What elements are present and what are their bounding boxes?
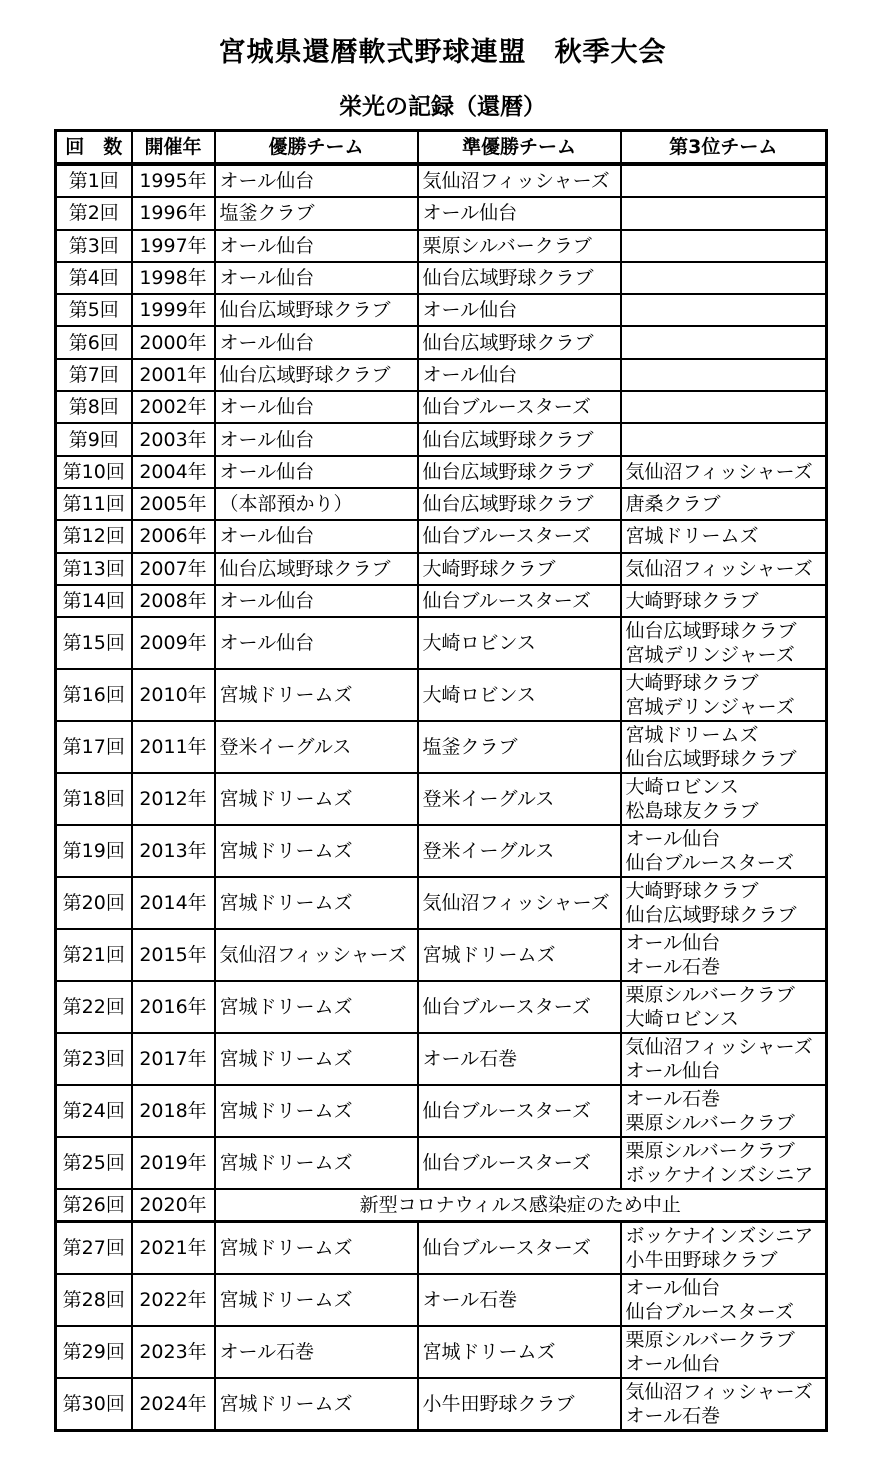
cell-winner: 宮城ドリームズ xyxy=(215,981,418,1033)
cell-year: 2007年 xyxy=(132,553,215,585)
third-team-2: 大崎ロビンス xyxy=(625,1008,739,1031)
cell-year: 1999年 xyxy=(132,294,215,326)
cell-third xyxy=(621,326,827,358)
cell-year: 2006年 xyxy=(132,520,215,552)
cell-third xyxy=(621,456,827,488)
header-row xyxy=(56,131,827,165)
cell-winner: 宮城ドリームズ xyxy=(215,1222,418,1275)
third-team-2: 松島球友クラブ xyxy=(625,800,759,823)
cell-year: 1997年 xyxy=(132,230,215,262)
cell-winner: 宮城ドリームズ xyxy=(215,1033,418,1085)
cell-runner-up: 塩釜クラブ xyxy=(418,721,621,773)
table-row xyxy=(56,877,827,929)
cell-kai: 第8回 xyxy=(56,391,132,423)
cell-third xyxy=(621,721,827,773)
cell-kai: 第6回 xyxy=(56,326,132,358)
cell-runner-up: 仙台ブルースターズ xyxy=(418,1085,621,1137)
cell-kai: 第5回 xyxy=(56,294,132,326)
table-row xyxy=(56,721,827,773)
cell-year: 2020年 xyxy=(132,1189,215,1222)
third-team-2: 小牛田野球クラブ xyxy=(625,1249,778,1272)
cell-year: 2000年 xyxy=(132,326,215,358)
cell-winner: オール仙台 xyxy=(215,456,418,488)
cell-third xyxy=(621,877,827,929)
third-team-1: 宮城ドリームズ xyxy=(625,724,759,747)
cell-kai: 第25回 xyxy=(56,1137,132,1189)
cell-winner: 宮城ドリームズ xyxy=(215,1274,418,1326)
table-row xyxy=(56,1189,827,1222)
cell-kai: 第14回 xyxy=(56,585,132,617)
cell-third xyxy=(621,1378,827,1431)
table-row xyxy=(56,197,827,229)
cell-third xyxy=(621,262,827,294)
table-row xyxy=(56,456,827,488)
cell-runner-up: 仙台広域野球クラブ xyxy=(418,423,621,455)
third-team-2: オール仙台 xyxy=(625,1060,721,1083)
table-row xyxy=(56,230,827,262)
table-row xyxy=(56,520,827,552)
table-row xyxy=(56,391,827,423)
cell-winner: 宮城ドリームズ xyxy=(215,669,418,721)
table-row xyxy=(56,488,827,520)
cell-runner-up: オール仙台 xyxy=(418,359,621,391)
cell-runner-up: 仙台ブルースターズ xyxy=(418,981,621,1033)
cell-kai: 第19回 xyxy=(56,825,132,877)
cell-year: 2002年 xyxy=(132,391,215,423)
cell-kai: 第28回 xyxy=(56,1274,132,1326)
cell-runner-up: 気仙沼フィッシャーズ xyxy=(418,164,621,197)
third-team-1: 宮城ドリームズ xyxy=(625,525,759,548)
cell-winner: （本部預かり） xyxy=(215,488,418,520)
cell-third xyxy=(621,1137,827,1189)
third-team-1: オール仙台 xyxy=(625,932,721,955)
page-subtitle: 栄光の記録（還暦） xyxy=(339,94,546,120)
cell-winner: オール仙台 xyxy=(215,230,418,262)
third-team-1: 気仙沼フィッシャーズ xyxy=(625,460,813,483)
cell-year: 2001年 xyxy=(132,359,215,391)
cell-third xyxy=(621,773,827,825)
cell-year: 2003年 xyxy=(132,423,215,455)
third-team-2: 宮城デリンジャーズ xyxy=(625,644,795,667)
third-team-2: オール石巻 xyxy=(625,956,721,979)
cell-kai: 第29回 xyxy=(56,1326,132,1378)
cell-third xyxy=(621,929,827,981)
cell-winner: 仙台広域野球クラブ xyxy=(215,359,418,391)
cell-kai: 第12回 xyxy=(56,520,132,552)
cell-year: 2004年 xyxy=(132,456,215,488)
cell-runner-up: 宮城ドリームズ xyxy=(418,929,621,981)
cell-runner-up: オール仙台 xyxy=(418,197,621,229)
third-team-1: 大崎ロビンス xyxy=(625,776,739,799)
third-team-1: 唐桑クラブ xyxy=(625,493,721,516)
third-team-1: 大崎野球クラブ xyxy=(625,590,759,612)
cell-third xyxy=(621,230,827,262)
cell-year: 2008年 xyxy=(132,585,215,617)
cell-winner: オール石巻 xyxy=(215,1326,418,1378)
cell-runner-up: 登米イーグルス xyxy=(418,773,621,825)
cell-year: 2017年 xyxy=(132,1033,215,1085)
cell-third xyxy=(621,488,827,520)
cell-third xyxy=(621,197,827,229)
cell-kai: 第7回 xyxy=(56,359,132,391)
cell-kai: 第17回 xyxy=(56,721,132,773)
cell-winner: オール仙台 xyxy=(215,326,418,358)
cell-third xyxy=(621,585,827,617)
header-year: 開催年 xyxy=(132,131,215,165)
third-team-2: オール仙台 xyxy=(625,1353,721,1376)
cell-third xyxy=(621,617,827,669)
table-row xyxy=(56,1085,827,1137)
cell-kai: 第1回 xyxy=(56,164,132,197)
table-row xyxy=(56,1326,827,1378)
cell-year: 2024年 xyxy=(132,1378,215,1431)
cell-year: 2021年 xyxy=(132,1222,215,1275)
table-row xyxy=(56,1378,827,1431)
table-row xyxy=(56,929,827,981)
table-row xyxy=(56,585,827,617)
cell-winner: 塩釜クラブ xyxy=(215,197,418,229)
cell-year: 2016年 xyxy=(132,981,215,1033)
cell-runner-up: 仙台ブルースターズ xyxy=(418,391,621,423)
cell-year: 1998年 xyxy=(132,262,215,294)
cell-kai: 第15回 xyxy=(56,617,132,669)
table-row xyxy=(56,1222,827,1275)
cell-runner-up: 気仙沼フィッシャーズ xyxy=(418,877,621,929)
cell-year: 2011年 xyxy=(132,721,215,773)
cell-winner: 宮城ドリームズ xyxy=(215,1137,418,1189)
third-team-1: 気仙沼フィッシャーズ xyxy=(625,1036,813,1059)
table-row xyxy=(56,164,827,197)
cell-third xyxy=(621,520,827,552)
cell-third xyxy=(621,164,827,197)
cell-kai: 第27回 xyxy=(56,1222,132,1275)
cell-winner: 宮城ドリームズ xyxy=(215,773,418,825)
cell-kai: 第4回 xyxy=(56,262,132,294)
table-row xyxy=(56,773,827,825)
third-team-2: 仙台ブルースターズ xyxy=(625,852,794,875)
third-team-1: 気仙沼フィッシャーズ xyxy=(625,557,813,580)
third-team-1: 大崎野球クラブ xyxy=(625,880,759,903)
cell-winner: オール仙台 xyxy=(215,391,418,423)
cell-runner-up: 仙台ブルースターズ xyxy=(418,1137,621,1189)
cell-kai: 第26回 xyxy=(56,1189,132,1222)
third-team-1: 栗原シルバークラブ xyxy=(625,984,795,1007)
cell-runner-up: 宮城ドリームズ xyxy=(418,1326,621,1378)
cell-runner-up: 登米イーグルス xyxy=(418,825,621,877)
cell-kai: 第3回 xyxy=(56,230,132,262)
cell-third xyxy=(621,1033,827,1085)
cell-kai: 第24回 xyxy=(56,1085,132,1137)
cell-cancel-note: 新型コロナウィルス感染症のため中止 xyxy=(215,1189,827,1222)
cell-kai: 第16回 xyxy=(56,669,132,721)
cell-runner-up: オール石巻 xyxy=(418,1033,621,1085)
header-kai: 回 数 xyxy=(56,131,132,165)
cell-winner: オール仙台 xyxy=(215,520,418,552)
third-team-1: 仙台広域野球クラブ xyxy=(625,620,797,643)
table-row xyxy=(56,669,827,721)
header-third: 第3位チーム xyxy=(621,131,827,165)
cell-winner: オール仙台 xyxy=(215,585,418,617)
cell-third xyxy=(621,391,827,423)
cell-third xyxy=(621,669,827,721)
cell-runner-up: 大崎ロビンス xyxy=(418,617,621,669)
third-team-1: ボッケナインズシニア xyxy=(625,1225,814,1248)
cell-kai: 第20回 xyxy=(56,877,132,929)
cell-winner: 気仙沼フィッシャーズ xyxy=(215,929,418,981)
cell-runner-up: 仙台広域野球クラブ xyxy=(418,262,621,294)
table-row xyxy=(56,1274,827,1326)
cell-kai: 第10回 xyxy=(56,456,132,488)
cell-third xyxy=(621,359,827,391)
table-row xyxy=(56,617,827,669)
cell-winner: 宮城ドリームズ xyxy=(215,877,418,929)
cell-third xyxy=(621,1222,827,1275)
third-team-1: 栗原シルバークラブ xyxy=(625,1140,795,1163)
third-team-2: ボッケナインズシニア xyxy=(625,1164,814,1187)
header-winner: 優勝チーム xyxy=(215,131,418,165)
cell-runner-up: 大崎野球クラブ xyxy=(418,553,621,585)
cell-runner-up: 仙台ブルースターズ xyxy=(418,1222,621,1275)
cell-winner: オール仙台 xyxy=(215,164,418,197)
cell-year: 2009年 xyxy=(132,617,215,669)
cell-year: 2010年 xyxy=(132,669,215,721)
cell-kai: 第22回 xyxy=(56,981,132,1033)
third-team-1: 大崎野球クラブ xyxy=(625,672,759,695)
cell-winner: 仙台広域野球クラブ xyxy=(215,294,418,326)
records-body xyxy=(56,164,827,1431)
table-row xyxy=(56,423,827,455)
cell-kai: 第21回 xyxy=(56,929,132,981)
third-team-1: 栗原シルバークラブ xyxy=(625,1329,795,1352)
third-team-2: 仙台広域野球クラブ xyxy=(625,748,797,771)
cell-kai: 第9回 xyxy=(56,423,132,455)
third-team-1: 気仙沼フィッシャーズ xyxy=(625,1381,813,1404)
third-team-2: 仙台ブルースターズ xyxy=(625,1301,794,1324)
cell-year: 2022年 xyxy=(132,1274,215,1326)
cell-winner: 宮城ドリームズ xyxy=(215,1378,418,1431)
third-team-2: オール石巻 xyxy=(625,1405,721,1428)
cell-runner-up: 仙台広域野球クラブ xyxy=(418,326,621,358)
cell-third xyxy=(621,423,827,455)
cell-runner-up: 仙台ブルースターズ xyxy=(418,585,621,617)
cell-year: 2023年 xyxy=(132,1326,215,1378)
table-row xyxy=(56,1033,827,1085)
cell-kai: 第30回 xyxy=(56,1378,132,1431)
cell-kai: 第23回 xyxy=(56,1033,132,1085)
cell-runner-up: 仙台広域野球クラブ xyxy=(418,456,621,488)
cell-third xyxy=(621,553,827,585)
records-table xyxy=(54,129,828,1432)
cell-winner: オール仙台 xyxy=(215,617,418,669)
cell-kai: 第11回 xyxy=(56,488,132,520)
header-runner-up: 準優勝チーム xyxy=(418,131,621,165)
table-row xyxy=(56,262,827,294)
third-team-1: オール石巻 xyxy=(625,1088,721,1111)
third-team-2: 栗原シルバークラブ xyxy=(625,1112,795,1135)
table-row xyxy=(56,553,827,585)
table-row xyxy=(56,981,827,1033)
table-row xyxy=(56,825,827,877)
cell-runner-up: 仙台ブルースターズ xyxy=(418,520,621,552)
cell-runner-up: オール仙台 xyxy=(418,294,621,326)
cell-kai: 第13回 xyxy=(56,553,132,585)
cell-year: 2012年 xyxy=(132,773,215,825)
third-team-2: 仙台広域野球クラブ xyxy=(625,904,797,927)
page-title: 宮城県還暦軟式野球連盟 秋季大会 xyxy=(218,37,667,68)
table-row xyxy=(56,359,827,391)
cell-kai: 第2回 xyxy=(56,197,132,229)
cell-third xyxy=(621,1326,827,1378)
cell-year: 2019年 xyxy=(132,1137,215,1189)
third-team-2: 宮城デリンジャーズ xyxy=(625,696,795,719)
cell-kai: 第18回 xyxy=(56,773,132,825)
cell-winner: 宮城ドリームズ xyxy=(215,825,418,877)
cell-third xyxy=(621,1274,827,1326)
cell-winner: オール仙台 xyxy=(215,262,418,294)
cell-third xyxy=(621,1085,827,1137)
cell-runner-up: 小牛田野球クラブ xyxy=(418,1378,621,1431)
cell-year: 1995年 xyxy=(132,164,215,197)
cell-runner-up: 大崎ロビンス xyxy=(418,669,621,721)
cell-year: 2005年 xyxy=(132,488,215,520)
cell-winner: 宮城ドリームズ xyxy=(215,1085,418,1137)
cell-runner-up: 仙台広域野球クラブ xyxy=(418,488,621,520)
third-team-1: オール仙台 xyxy=(625,1277,721,1300)
cell-year: 2018年 xyxy=(132,1085,215,1137)
cell-third xyxy=(621,825,827,877)
third-team-1: オール仙台 xyxy=(625,828,721,851)
cell-winner: 登米イーグルス xyxy=(215,721,418,773)
cell-year: 2015年 xyxy=(132,929,215,981)
cell-winner: 仙台広域野球クラブ xyxy=(215,553,418,585)
cell-runner-up: オール石巻 xyxy=(418,1274,621,1326)
table-row xyxy=(56,294,827,326)
cell-year: 2014年 xyxy=(132,877,215,929)
cell-winner: オール仙台 xyxy=(215,423,418,455)
cell-third xyxy=(621,981,827,1033)
cell-third xyxy=(621,294,827,326)
cell-year: 1996年 xyxy=(132,197,215,229)
cell-year: 2013年 xyxy=(132,825,215,877)
cell-runner-up: 栗原シルバークラブ xyxy=(418,230,621,262)
table-row xyxy=(56,1137,827,1189)
table-row xyxy=(56,326,827,358)
